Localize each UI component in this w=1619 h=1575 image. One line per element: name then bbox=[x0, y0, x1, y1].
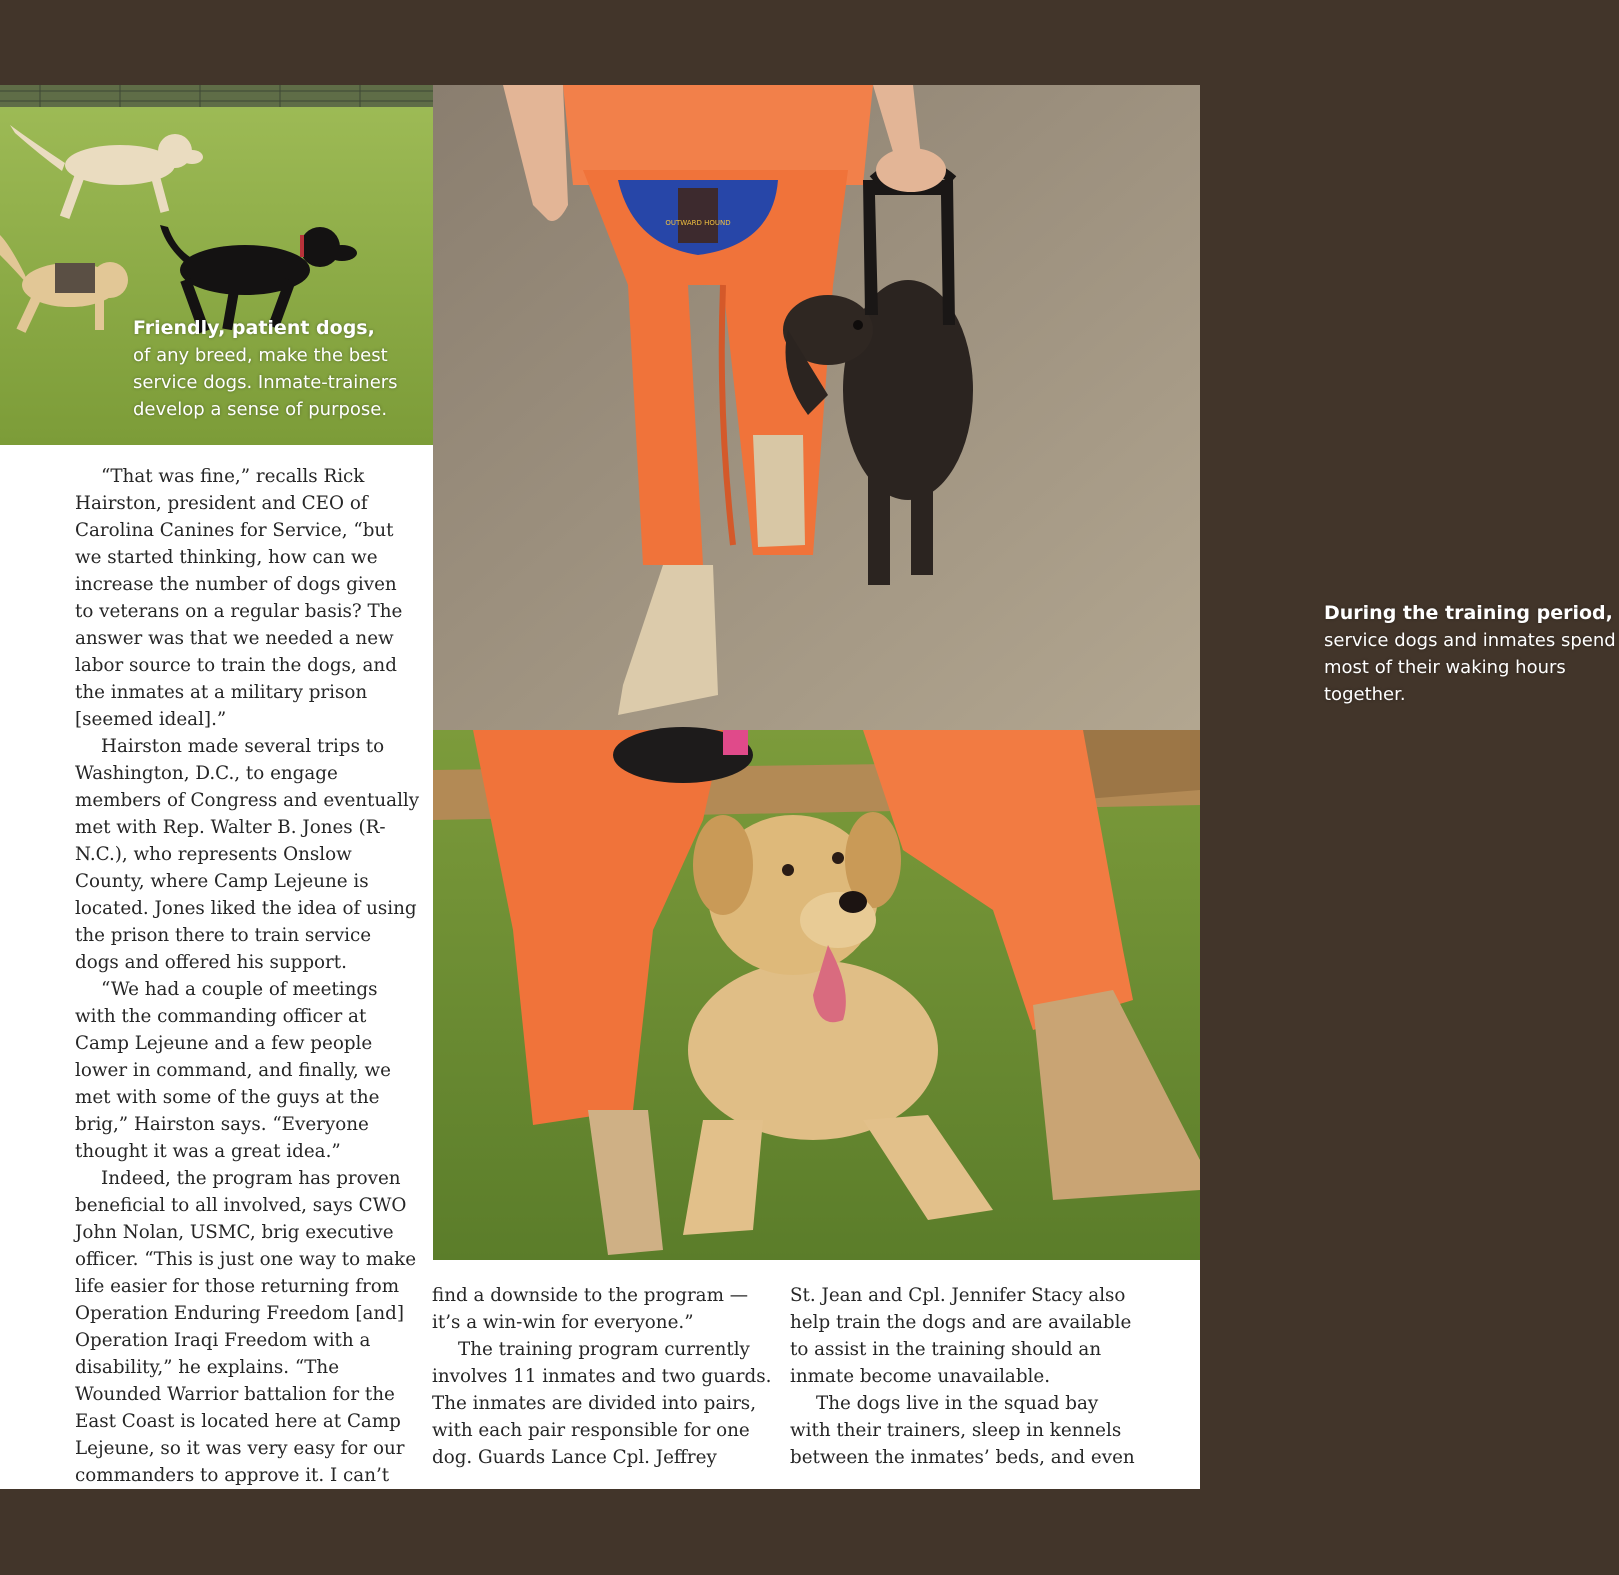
caption-lead: Friendly, patient dogs, bbox=[133, 317, 375, 339]
photo-yellow-lab-on-grass bbox=[433, 730, 1200, 1260]
caption-body: of any breed, make the best service dogs. Inmate-trainers develop a sense of purpose. bbox=[133, 345, 398, 420]
caption-lead: During the training period, bbox=[1324, 602, 1613, 624]
article-paragraph: Hairston made several trips to Washington, D.C., to engage members of Congress and eventually met with Rep. Walter B. Jones (R-N.C.), who represents Onslow County, where Camp Lejeune is located. Jones liked the idea of using the prison there to train service dogs and offered his support. bbox=[75, 736, 420, 973]
article-paragraph: find a downside to the program — it’s a win-win for everyone.” bbox=[432, 1285, 749, 1333]
article-column-2 bbox=[432, 1282, 772, 1471]
photo-inmate-with-service-dog bbox=[433, 85, 1616, 730]
article-paragraph: “That was fine,” recalls Rick Hairston, president and CEO of Carolina Canines for Service, “but we started thinking, how can we increase the number of dogs given to veterans on a regular basis? The answer was that we needed a new labor source to train the dogs, and the inmates at a military prison [seemed ideal].” bbox=[75, 466, 403, 730]
article-paragraph: “We had a couple of meetings with the commanding officer at Camp Lejeune and a few people lower in command, and finally, we met with some of the guys at the brig,” Hairston says. “Everyone thought it was a great idea.” bbox=[75, 979, 391, 1162]
photo-dogs-running-field bbox=[0, 85, 433, 445]
caption-body: service dogs and inmates spend most of their waking hours together. bbox=[1324, 630, 1616, 705]
magazine-page bbox=[0, 85, 1616, 1489]
article-column-1 bbox=[75, 463, 420, 1489]
article-column-3 bbox=[790, 1282, 1135, 1471]
bag-brand-label: OUTWARD HOUND bbox=[665, 219, 731, 227]
article-paragraph: The training program currently involves 11 inmates and two guards. The inmates are divided into pairs, with each pair responsible for one dog. Guards Lance Cpl. Jeffrey bbox=[432, 1339, 772, 1468]
article-paragraph: The dogs live in the squad bay with their trainers, sleep in kennels between the inmates’ beds, and even bbox=[790, 1393, 1135, 1468]
photo-caption-friendly-dogs bbox=[133, 315, 418, 423]
photo-caption-training-period bbox=[1324, 600, 1619, 708]
article-paragraph: Indeed, the program has proven beneficial to all involved, says CWO John Nolan, USMC, brig executive officer. “This is just one way to make life easier for those returning from Operation Enduring Freedom [and] Operation Iraqi Freedom with a disability,” he explains. “The Wounded Warrior battalion for the East Coast is located here at Camp Lejeune, so it was very easy for our commanders to approve it. I can’t bbox=[75, 1168, 417, 1486]
article-paragraph: St. Jean and Cpl. Jennifer Stacy also help train the dogs and are available to assist in the training should an inmate become unavailable. bbox=[790, 1285, 1132, 1387]
